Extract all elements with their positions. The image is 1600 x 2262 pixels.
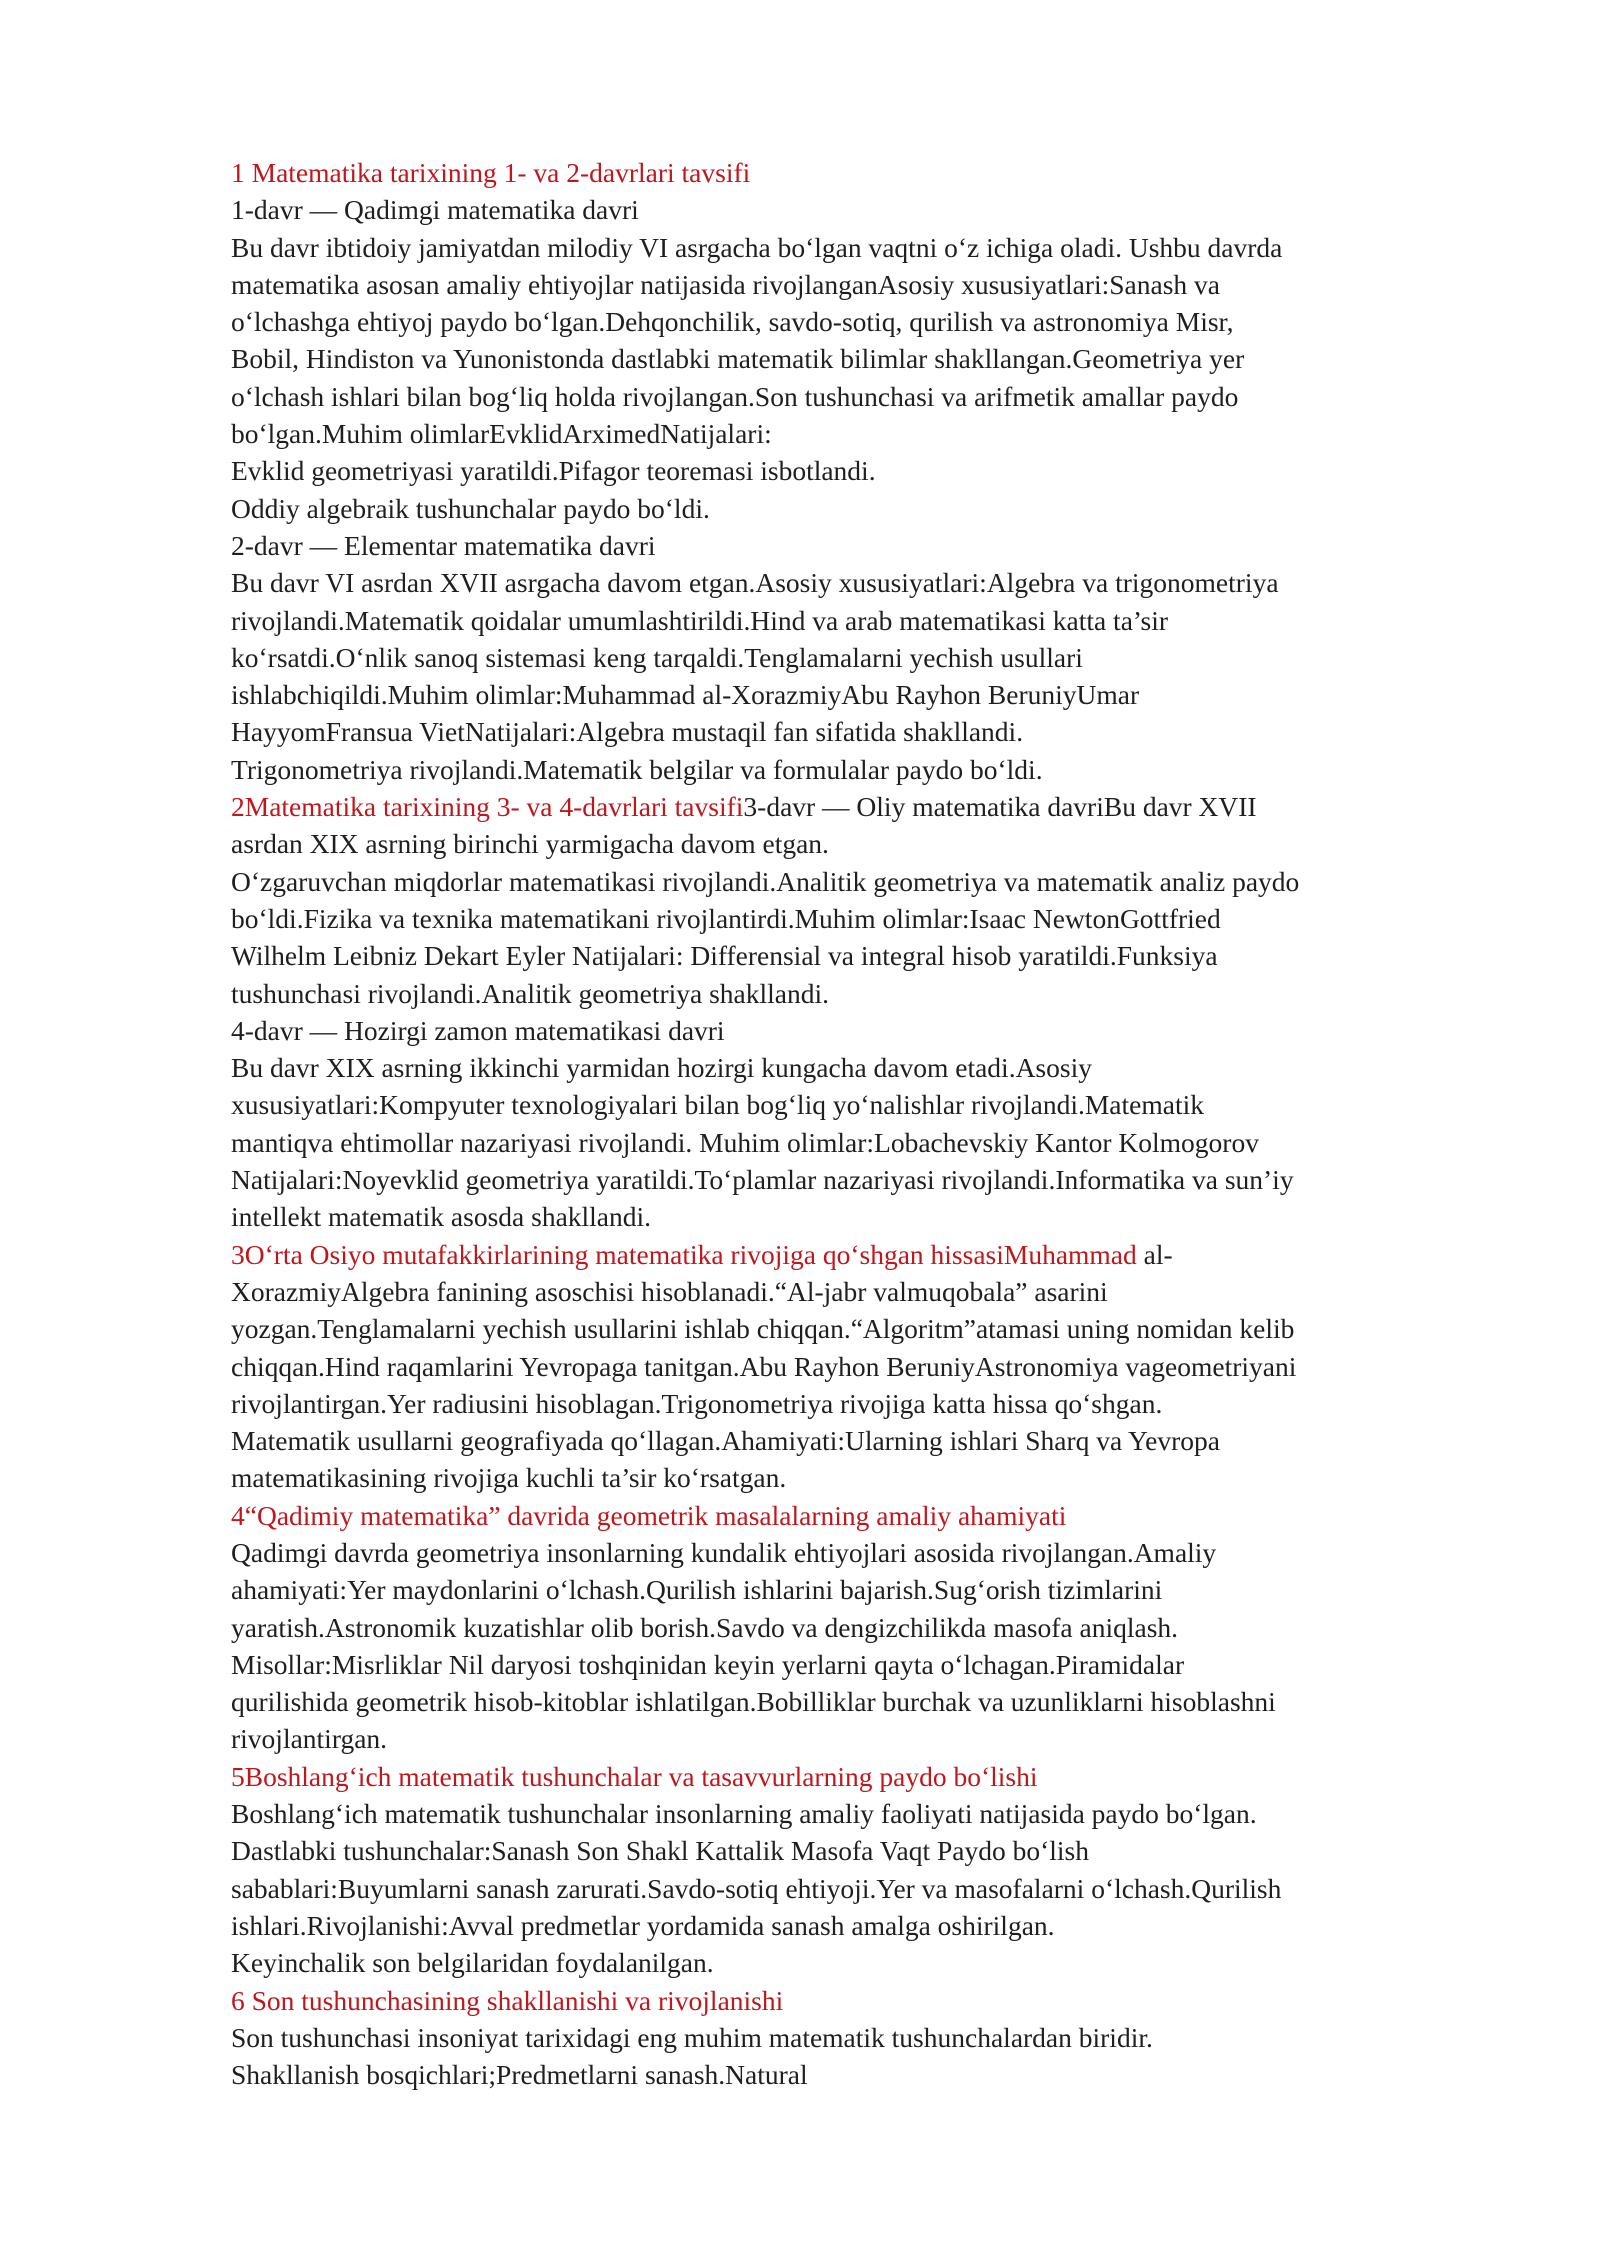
body-text: oʻlchash ishlari bilan bogʻliq holda rivojlangan.Son tushunchasi va arifmetik amallar paydo (231, 380, 1239, 412)
body-text: tushunchasi rivojlandi.Analitik geometriya shakllandi. (231, 977, 830, 1009)
body-text: ishlabchiqildi.Muhim olimlar:Muhammad al-XorazmiyAbu Rayhon BeruniyUmar (231, 679, 1140, 711)
body-text: Shakllanish bosqichlari;Predmetlarni sanash.Natural (231, 2059, 808, 2091)
text-line (231, 1609, 1531, 1646)
body-text: matematikasining rivojiga kuchli ta’sir koʻrsatgan. (231, 1462, 787, 1494)
body-text: boʻlgan.Muhim olimlarEvklidArximedNatijalari: (231, 418, 772, 450)
text-line (231, 1870, 1531, 1907)
section-heading: 3Oʻrta Osiyo mutafakkirlarining matematika rivojiga qoʻshgan hissasiMuhammad (231, 1238, 1137, 1270)
text-line (231, 229, 1531, 266)
text-line (231, 863, 1531, 900)
text-line (231, 900, 1531, 937)
body-text: Bu davr XIX asrning ikkinchi yarmidan hozirgi kungacha davom etadi.Asosiy (231, 1052, 1092, 1084)
section-heading: 2Matematika tarixining 3- va 4-davrlari tavsifi (231, 791, 744, 823)
body-text: Keyinchalik son belgilaridan foydalanilgan. (231, 1947, 714, 1979)
body-text: chiqqan.Hind raqamlarini Yevropaga tanitgan.Abu Rayhon BeruniyAstronomiya vageometriyani (231, 1350, 1297, 1382)
text-line (231, 676, 1531, 713)
text-line (231, 1571, 1531, 1608)
body-text: Bu davr VI asrdan XVII asrgacha davom etgan.Asosiy xususiyatlari:Algebra va trigonometriya (231, 567, 1279, 599)
heading-line (231, 1758, 1531, 1795)
text-line (231, 191, 1531, 228)
heading-line (231, 1497, 1531, 1534)
text-line (231, 527, 1531, 564)
heading-line (231, 788, 1531, 825)
text-line (231, 2056, 1531, 2093)
text-line (231, 1422, 1531, 1459)
body-text: rivojlantirgan. (231, 1723, 388, 1755)
body-text: oʻlchashga ehtiyoj paydo boʻlgan.Dehqonchilik, savdo-sotiq, qurilish va astronomiya Misr, (231, 306, 1234, 338)
body-text: Qadimgi davrda geometriya insonlarning kundalik ehtiyojlari asosida rivojlangan.Amaliy (231, 1536, 1217, 1568)
text-line (231, 266, 1531, 303)
document-page (231, 154, 1531, 2093)
body-text: Oʻzgaruvchan miqdorlar matematikasi rivojlandi.Analitik geometriya va matematik analiz paydo (231, 865, 1300, 897)
body-text: asrdan XIX asrning birinchi yarmigacha davom etgan. (231, 828, 829, 860)
body-text: Trigonometriya rivojlandi.Matematik belgilar va formulalar paydo boʻldi. (231, 753, 1043, 785)
text-line (231, 975, 1531, 1012)
text-line (231, 340, 1531, 377)
body-text: boʻldi.Fizika va texnika matematikani rivojlantirdi.Muhim olimlar:Isaac NewtonGottfried (231, 902, 1221, 934)
body-text: koʻrsatdi.Oʻnlik sanoq sistemasi keng tarqaldi.Tenglamalarni yechish usullari (231, 641, 1083, 673)
text-line (231, 1273, 1531, 1310)
text-line (231, 452, 1531, 489)
body-text: 1-davr — Qadimgi matematika davri (231, 194, 639, 226)
body-text: intellekt matematik asosda shakllandi. (231, 1201, 652, 1233)
text-line (231, 1012, 1531, 1049)
body-text: rivojlandi.Matematik qoidalar umumlashtirildi.Hind va arab matematikasi katta ta’sir (231, 604, 1169, 636)
text-line (231, 303, 1531, 340)
body-text: Bobil, Hindiston va Yunonistonda dastlabki matematik bilimlar shakllangan.Geometriya yer (231, 343, 1245, 375)
body-text: matematika asosan amaliy ehtiyojlar natijasida rivojlanganAsosiy xususiyatlari:Sanash va (231, 268, 1220, 300)
text-line (231, 1198, 1531, 1235)
text-line (231, 1795, 1531, 1832)
heading-line (231, 1236, 1531, 1273)
body-text: HayyomFransua VietNatijalari:Algebra mustaqil fan sifatida shakllandi. (231, 716, 1024, 748)
text-line (231, 1161, 1531, 1198)
text-line (231, 1385, 1531, 1422)
text-line (231, 713, 1531, 750)
text-line (231, 1944, 1531, 1981)
body-text: mantiqva ehtimollar nazariyasi rivojlandi. Muhim olimlar:Lobachevskiy Kantor Kolmogorov (231, 1126, 1259, 1158)
body-text: 2-davr — Elementar matematika davri (231, 529, 656, 561)
text-line (231, 1720, 1531, 1757)
text-line (231, 1086, 1531, 1123)
section-heading: 6 Son tushunchasining shakllanishi va rivojlanishi (231, 1984, 784, 2016)
body-text: ahamiyati:Yer maydonlarini oʻlchash.Qurilish ishlarini bajarish.Sugʻorish tizimlarini (231, 1574, 1163, 1606)
body-text: Misollar:Misrliklar Nil daryosi toshqinidan keyin yerlarni qayta oʻlchagan.Piramidalar (231, 1648, 1185, 1680)
section-heading: 4“Qadimiy matematika” davrida geometrik masalalarning amaliy ahamiyati (231, 1499, 1067, 1531)
text-line (231, 1534, 1531, 1571)
body-text: rivojlantirgan.Yer radiusini hisoblagan.Trigonometriya rivojiga katta hissa qoʻshgan. (231, 1387, 1163, 1419)
heading-line (231, 1982, 1531, 2019)
text-line (231, 602, 1531, 639)
text-line (231, 751, 1531, 788)
text-line (231, 1683, 1531, 1720)
body-text: yozgan.Tenglamalarni yechish usullarini ishlab chiqqan.“Algoritm”atamasi uning nomidan kelib (231, 1313, 1295, 1345)
body-text: Wilhelm Leibniz Dekart Eyler Natijalari: Differensial va integral hisob yaratildi.Funksiya (231, 940, 1218, 972)
heading-line (231, 154, 1531, 191)
text-line (231, 1124, 1531, 1161)
text-line (231, 937, 1531, 974)
body-text: ishlari.Rivojlanishi:Avval predmetlar yordamida sanash amalga oshirilgan. (231, 1909, 1055, 1941)
text-line (231, 639, 1531, 676)
body-text: Oddiy algebraik tushunchalar paydo boʻldi. (231, 492, 710, 524)
body-text: qurilishida geometrik hisob-kitoblar ishlatilgan.Bobilliklar burchak va uzunliklarni hisoblashni (231, 1686, 1276, 1718)
body-text: Boshlangʻich matematik tushunchalar insonlarning amaliy faoliyati natijasida paydo boʻlgan. (231, 1798, 1257, 1830)
body-text: Matematik usullarni geografiyada qoʻllagan.Ahamiyati:Ularning ishlari Sharq va Yevropa (231, 1425, 1220, 1457)
body-text: 4-davr — Hozirgi zamon matematikasi davri (231, 1014, 725, 1046)
section-heading: 5Boshlangʻich matematik tushunchalar va tasavvurlarning paydo boʻlishi (231, 1760, 1038, 1792)
section-heading: 1 Matematika tarixining 1- va 2-davrlari tavsifi (231, 157, 751, 188)
text-line (231, 490, 1531, 527)
text-line (231, 1348, 1531, 1385)
body-text: 3-davr — Oliy matematika davriBu davr XVII (743, 791, 1257, 823)
body-text: xususiyatlari:Kompyuter texnologiyalari bilan bogʻliq yoʻnalishlar rivojlandi.Matematik (231, 1089, 1204, 1121)
body-text: Son tushunchasi insoniyat tarixidagi eng muhim matematik tushunchalardan biridir. (231, 2021, 1153, 2053)
text-line (231, 415, 1531, 452)
text-line (231, 825, 1531, 862)
body-text: XorazmiyAlgebra fanining asoschisi hisoblanadi.“Al-jabr valmuqobala” asarini (231, 1275, 1108, 1307)
body-text: Bu davr ibtidoiy jamiyatdan milodiy VI asrgacha boʻlgan vaqtni oʻz ichiga oladi. Ushbu davrda (231, 231, 1283, 263)
text-line (231, 378, 1531, 415)
body-text: Dastlabki tushunchalar:Sanash Son Shakl Kattalik Masofa Vaqt Paydo boʻlish (231, 1835, 1089, 1867)
text-line (231, 564, 1531, 601)
body-text: al- (1136, 1238, 1173, 1270)
text-line (231, 1049, 1531, 1086)
text-line (231, 1832, 1531, 1869)
body-text: Natijalari:Noyevklid geometriya yaratildi.Toʻplamlar nazariyasi rivojlandi.Informatika va sun’iy (231, 1164, 1294, 1196)
text-line (231, 2019, 1531, 2056)
text-line (231, 1907, 1531, 1944)
text-line (231, 1310, 1531, 1347)
text-line (231, 1459, 1531, 1496)
body-text: Evklid geometriyasi yaratildi.Pifagor teoremasi isbotlandi. (231, 455, 876, 487)
body-text: yaratish.Astronomik kuzatishlar olib borish.Savdo va dengizchilikda masofa aniqlash. (231, 1611, 1179, 1643)
text-line (231, 1646, 1531, 1683)
body-text: sabablari:Buyumlarni sanash zarurati.Savdo-sotiq ehtiyoji.Yer va masofalarni oʻlchash.Qurilish (231, 1872, 1282, 1904)
